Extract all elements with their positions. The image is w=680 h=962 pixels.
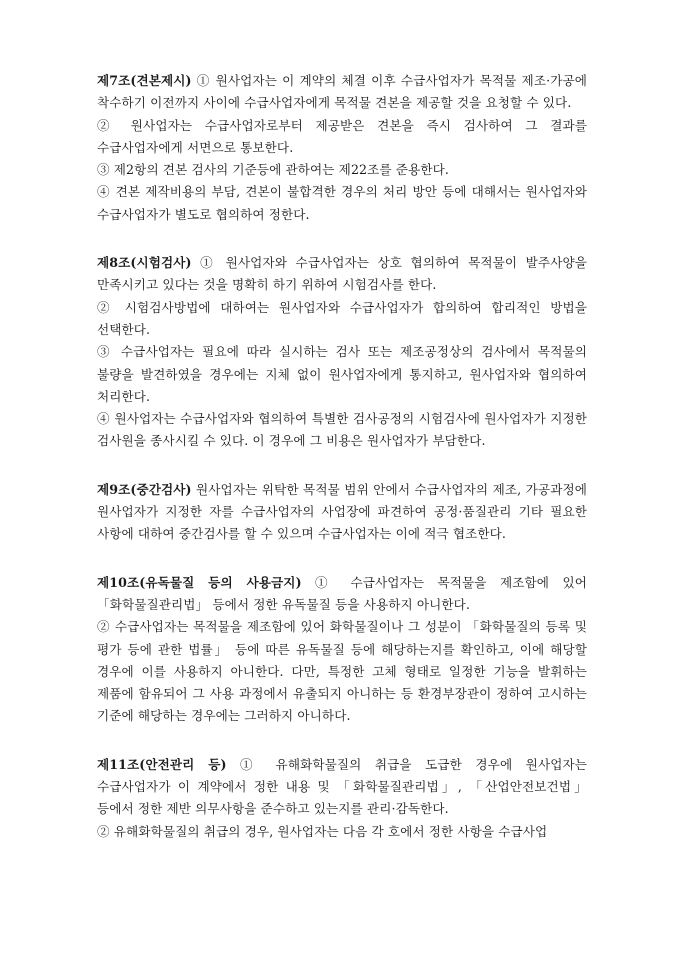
article-9 <box>97 479 587 546</box>
article-title: 제10조(유독물질 등의 사용금지) <box>97 574 302 590</box>
paragraph-text: ① 유해화학물질의 취급을 도급한 경우에 원사업자는 수급사업자가 이 계약에서 정한 내용 및 「화학물질관리법」, 「산업안전보건법」 등에서 정한 제반 의무사항을 준수하고 있는지를 관리·감독한다. <box>97 756 588 817</box>
article-paragraph: ② 원사업자는 수급사업자로부터 제공받은 견본을 즉시 검사하여 그 결과를 수급사업자에게 서면으로 통보한다. <box>97 117 587 155</box>
paragraph-text: ① 수급사업자는 목적물을 제조함에 있어 「화학물질관리법」 등에서 정한 유독물질 등을 사용하지 아니한다. <box>97 574 587 612</box>
article-paragraph: ④ 원사업자는 수급사업자와 협의하여 특별한 검사공정의 시험검사에 원사업자가 지정한 검사원을 종사시킬 수 있다. 이 경우에 그 비용은 원사업자가 부담한다. <box>97 411 587 449</box>
contract-page <box>97 70 587 843</box>
article-paragraph <box>97 754 587 821</box>
article-title: 제8조(시험검사) <box>97 255 192 271</box>
article-paragraph: ② 수급사업자는 목적물을 제조함에 있어 화학물질이나 그 성분이 「화학물질의 등록 및 평가 등에 관한 법률」 등에 따른 유독물질 등에 해당하는지를 확인하고, 이에 해당할 경우에 이를 사용하지 아니한다. 다만, 특정한 고체 형태로 일정한 기능을 발휘하는 제품에 함유되어 그 사용 과정에서 유출되지 아니하는 등 환경부장관이 정하여 고시하는 기준에 해당하는 경우에는 그러하지 아니하다. <box>97 619 587 724</box>
paragraph-text: ① 원사업자는 이 계약의 체결 이후 수급사업자가 목적물 제조·가공에 착수하기 이전까지 사이에 수급사업자에게 목적물 견본을 제공할 것을 요청할 수 있다. <box>97 73 587 111</box>
article-10 <box>97 572 587 728</box>
article-paragraph <box>97 572 587 617</box>
article-paragraph: ② 유해화학물질의 취급의 경우, 원사업자는 다음 각 호에서 정한 사항을 수급사업 <box>97 823 548 839</box>
article-title: 제11조(안전관리 등) <box>97 756 227 772</box>
article-paragraph: ② 시험검사방법에 대하여는 원사업자와 수급사업자가 합의하여 합리적인 방법을 선택한다. <box>97 299 587 337</box>
article-title: 제9조(중간검사) <box>97 481 192 497</box>
article-paragraph <box>97 252 587 297</box>
article-11 <box>97 754 587 843</box>
article-paragraph <box>97 479 587 546</box>
article-title: 제7조(견본제시) <box>97 73 192 88</box>
article-8 <box>97 252 587 453</box>
article-paragraph <box>97 70 587 115</box>
article-7 <box>97 70 587 226</box>
article-paragraph: ③ 수급사업자는 필요에 따라 실시하는 검사 또는 제조공정상의 검사에서 목적물의 불량을 발견하였을 경우에는 지체 없이 원사업자에게 통지하고, 원사업자와 협의하여 처리한다. <box>97 344 587 404</box>
paragraph-text: 원사업자는 위탁한 목적물 범위 안에서 수급사업자의 제조, 가공과정에 원사업자가 지정한 자를 수급사업자의 사업장에 파견하여 공정·품질관리 기타 필요한 사항에 대하여 중간검사를 할 수 있으며 수급사업자는 이에 적극 협조한다. <box>97 481 587 542</box>
paragraph-text: ① 원사업자와 수급사업자는 상호 협의하여 목적물이 발주사양을 만족시키고 있다는 것을 명확히 하기 위하여 시험검사를 한다. <box>97 255 587 293</box>
article-paragraph: ④ 견본 제작비용의 부담, 견본이 불합격한 경우의 처리 방안 등에 대해서는 원사업자와 수급사업자가 별도로 협의하여 정한다. <box>97 184 587 222</box>
article-paragraph: ③ 제2항의 견본 검사의 기준등에 관하여는 제22조를 준용한다. <box>97 162 449 178</box>
